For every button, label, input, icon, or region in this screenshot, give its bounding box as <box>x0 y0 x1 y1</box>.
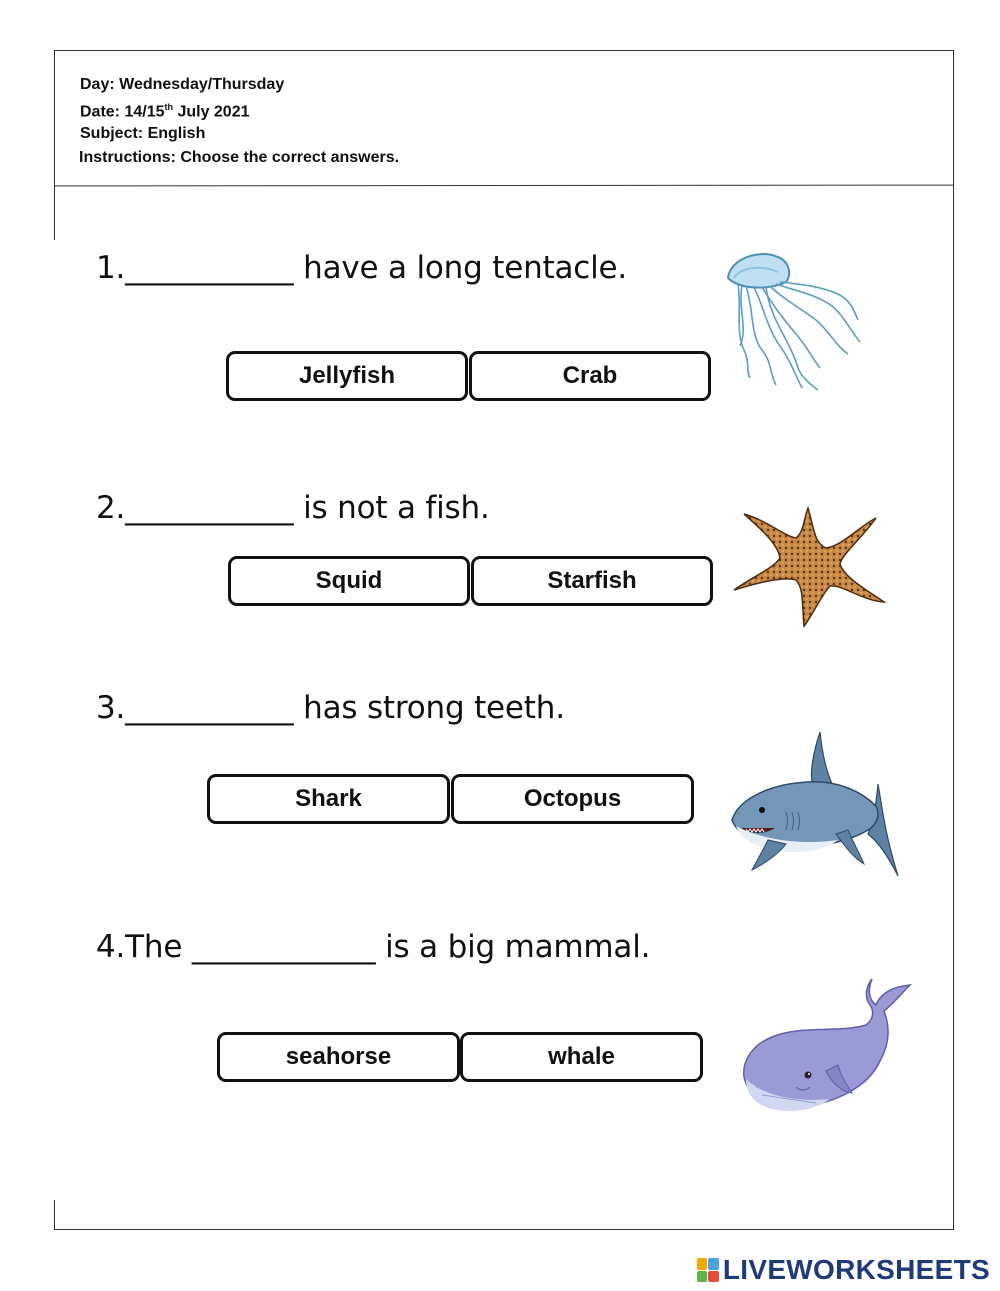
question-2: 2.___________ is not a fish. <box>96 490 490 526</box>
choice-jellyfish[interactable]: Jellyfish <box>226 351 468 401</box>
frame-left-border-lower <box>54 1200 55 1230</box>
header-divider <box>54 185 954 187</box>
starfish-image <box>730 498 890 630</box>
instructions-line: Instructions: Choose the correct answers. <box>79 149 400 167</box>
question-1: 1.___________ have a long tentacle. <box>96 250 628 286</box>
choice-seahorse[interactable]: seahorse <box>217 1032 460 1082</box>
worksheet-header <box>80 74 399 169</box>
whale-image <box>740 975 915 1125</box>
choice-crab[interactable]: Crab <box>469 351 711 401</box>
liveworksheets-logo-icon <box>697 1258 719 1282</box>
frame-left-border <box>54 50 55 240</box>
question-4: 4.The ____________ is a big mammal. <box>96 929 651 965</box>
frame-right-border <box>953 50 954 1230</box>
brand-name: LIVEWORKSHEETS <box>722 1254 990 1285</box>
jellyfish-image <box>720 250 870 395</box>
frame-top-border <box>54 50 954 51</box>
choice-shark[interactable]: Shark <box>207 774 450 824</box>
day-line: Day: Wednesday/Thursday <box>80 76 285 93</box>
frame-bottom-border <box>54 1229 954 1230</box>
choice-starfish[interactable]: Starfish <box>471 556 713 606</box>
choice-squid[interactable]: Squid <box>228 556 470 606</box>
question-3: 3.___________ has strong teeth. <box>96 690 565 726</box>
shark-image <box>728 730 900 880</box>
subject-line: Subject: English <box>80 125 206 143</box>
date-line: Date: 14/15th July 2021 <box>80 102 250 121</box>
choice-octopus[interactable]: Octopus <box>451 774 694 824</box>
liveworksheets-brand[interactable] <box>697 1253 990 1287</box>
choice-whale[interactable]: whale <box>460 1032 703 1082</box>
